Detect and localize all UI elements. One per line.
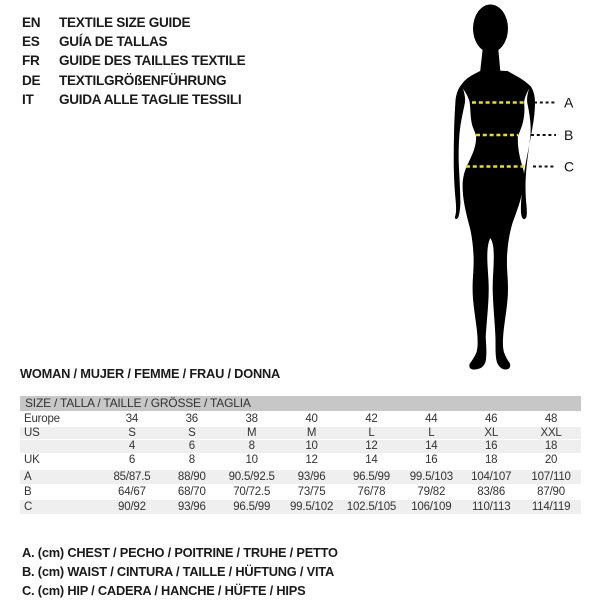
table-cell: 76/78: [357, 486, 386, 498]
table-cell: 8: [248, 440, 255, 452]
table-cell: 6: [188, 440, 195, 452]
figure-silhouette: [430, 0, 600, 380]
table-cell: 83/86: [477, 486, 506, 498]
row-label: B: [24, 486, 32, 498]
table-cell: 106/109: [411, 501, 452, 513]
woman-silhouette-svg: [430, 0, 600, 380]
table-cell: 93/96: [297, 471, 326, 483]
legend-line: B. (cm) WAIST / CINTURA / TAILLE / HÜFTUNG / VITA: [22, 563, 335, 579]
language-list: [22, 13, 245, 109]
table-cell: XL: [484, 426, 499, 439]
table-cell: 4: [128, 440, 136, 452]
table-cell: 18: [484, 453, 498, 466]
language-label: GUÍA DE TALLAS: [59, 34, 168, 50]
table-row: [20, 485, 581, 500]
row-label: C: [24, 501, 33, 513]
marker-label-a: A: [564, 94, 574, 111]
table-row: [20, 454, 581, 468]
table-cell: 104/107: [471, 471, 512, 483]
language-label: GUIDA ALLE TAGLIE TESSILI: [59, 91, 242, 107]
table-cell: 18: [544, 440, 558, 452]
legend-line: C. (cm) HIP / CADERA / HANCHE / HÜFTE / HIPS: [22, 582, 306, 598]
table-cell: 64/67: [118, 486, 146, 498]
table-cell: 68/70: [177, 486, 206, 498]
legend: [22, 544, 338, 600]
table-cell: 90/92: [118, 501, 146, 513]
marker-label-b: B: [564, 127, 574, 143]
table-cell: 10: [305, 440, 318, 452]
table-cell: 14: [365, 453, 378, 466]
silhouette-left-arm: [454, 85, 465, 220]
table-cell: 102.5/105: [346, 501, 397, 513]
size-table: [20, 396, 581, 515]
language-code: FR: [22, 53, 40, 69]
table-cell: 8: [188, 453, 195, 466]
table-cell: M: [246, 426, 257, 439]
table-cell: 20: [544, 453, 558, 466]
table-cell: 90.5/92.5: [228, 471, 275, 483]
table-cell: 96.5/99: [233, 501, 271, 513]
table-cell: 110/113: [471, 501, 511, 513]
language-row: [22, 13, 245, 32]
table-cell: 12: [365, 440, 378, 452]
table-cell: L: [428, 426, 435, 439]
language-code: DE: [22, 72, 41, 88]
table-row: [20, 440, 581, 454]
table-cell: 36: [185, 413, 199, 425]
table-cell: 16: [425, 453, 438, 466]
table-cell: 34: [125, 413, 139, 425]
section-title: WOMAN / MUJER / FEMME / FRAU / DONNA: [20, 366, 281, 381]
table-cell: 73/75: [297, 486, 326, 498]
row-label: UK: [24, 453, 40, 466]
table-cell: 46: [484, 413, 498, 425]
table-cell: 6: [128, 453, 136, 466]
language-label: TEXTILE SIZE GUIDE: [59, 15, 191, 30]
table-cell: 87/90: [537, 486, 565, 498]
table-cell: 79/82: [417, 486, 446, 498]
size-table-body: [20, 413, 581, 515]
marker-label-c: C: [564, 158, 575, 175]
language-row: [22, 71, 245, 90]
table-cell: 14: [425, 440, 438, 452]
table-cell: 96.5/99: [352, 471, 390, 483]
language-label: TEXTILGRÖßENFÜHRUNG: [59, 72, 227, 88]
table-cell: 99.5/103: [409, 471, 453, 483]
table-cell: 48: [544, 413, 558, 425]
language-code: ES: [22, 34, 40, 50]
language-row: [22, 32, 245, 51]
table-cell: S: [188, 426, 196, 439]
table-cell: 85/87.5: [113, 471, 151, 483]
table-cell: XXL: [540, 426, 562, 439]
table-cell: S: [128, 426, 136, 439]
table-cell: 93/96: [177, 501, 206, 513]
language-row: [22, 51, 245, 70]
legend-line: A. (cm) CHEST / PECHO / POITRINE / TRUHE / PETTO: [22, 545, 338, 560]
table-cell: 10: [245, 453, 258, 466]
row-label: US: [24, 426, 40, 439]
table-cell: 40: [305, 413, 318, 425]
table-row: [20, 470, 581, 485]
table-cell: 42: [365, 413, 378, 425]
table-cell: 44: [425, 413, 438, 425]
table-cell: 16: [484, 440, 498, 452]
language-code: EN: [22, 15, 41, 30]
size-table-header: SIZE / TALLA / TAILLE / GRÖSSE / TAGLIA: [20, 396, 581, 411]
silhouette-body: [461, 70, 531, 370]
language-row: [22, 90, 245, 109]
silhouette-neck: [480, 46, 501, 73]
table-cell: M: [306, 426, 317, 439]
table-cell: 107/110: [531, 471, 571, 483]
table-cell: 114/119: [531, 501, 571, 513]
table-cell: 88/90: [177, 471, 206, 483]
table-row: [20, 427, 581, 441]
table-cell: 38: [245, 413, 258, 425]
row-label: Europe: [24, 413, 60, 425]
table-row: [20, 413, 581, 427]
table-cell: L: [368, 426, 375, 439]
table-cell: 12: [305, 453, 318, 466]
table-row: [20, 500, 581, 515]
table-cell: 99.5/102: [289, 501, 334, 513]
row-label: A: [24, 471, 32, 483]
language-label: GUIDE DES TAILLES TEXTILE: [59, 53, 246, 69]
row-label: [20, 440, 102, 453]
language-code: IT: [22, 91, 34, 107]
silhouette-head: [473, 5, 508, 53]
table-cell: 70/72.5: [233, 486, 271, 498]
